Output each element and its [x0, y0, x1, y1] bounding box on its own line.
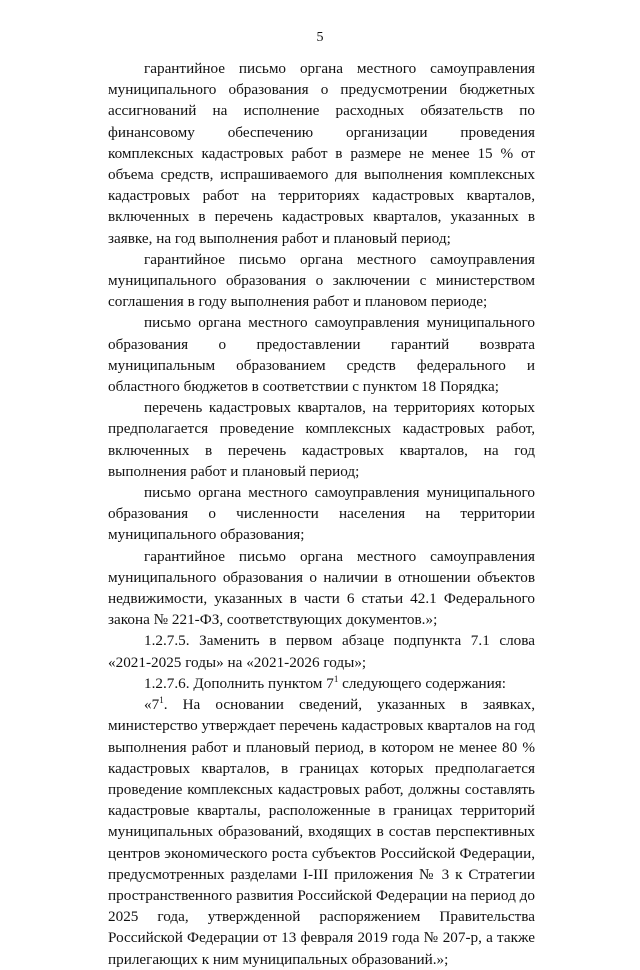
paragraph: гарантийное письмо органа местного самоуправления муниципального образования о предусмотрении бюджетных ассигнований на исполнение расходных обязательств по финансовому обеспечению организации проведения комплексных кадастровых работ в размере не менее 15 % от объема средств, испрашиваемого для выполнения комплексных кадастровых работ на территориях кадастровых кварталов, включенных в перечень кадастровых кварталов, указанных в заявке, на год выполнения работ и плановый период; [108, 60, 535, 247]
paragraph: письмо органа местного самоуправления муниципального образования о предоставлении гарантий возврата муниципальным образованием средств федерального и областного бюджетов в соответствии с пунктом 18 Порядка; [108, 314, 535, 396]
superscript: 1 [333, 673, 339, 684]
paragraph: 1.2.7.5. Заменить в первом абзаце подпункта 7.1 слова «2021-2025 годы» на «2021-2026 годы»; [108, 632, 535, 671]
paragraph-text: 1.2.7.6. Дополнить пунктом 7 [144, 674, 334, 692]
paragraph-text: . На основании сведений, указанных в заявках, министерство утверждает перечень кадастровых кварталов на год выполнения работ и плановый период, в котором не менее 80 % кадастровых кварталов, в границах которых предполагается проведение комплексных кадастровых работ, должны составлять кадастровые кварталы, расположенные в границах территорий муниципальных образований, входящих в состав перспективных центров экономического роста субъектов Российской Федерации, предусмотренных разделами I-III приложения № 3 к Стратегии пространственного развития Российской Федерации на период до 2025 года, утвержденной распоряжением Правительства Российской Федерации от 13 февраля 2019 года № 207-р, а также прилегающих к ним муниципальных образований.»; [108, 696, 535, 968]
paragraph: гарантийное письмо органа местного самоуправления муниципального образования о наличии в отношении объектов недвижимости, указанных в части 6 статьи 42.1 Федерального закона № 221-ФЗ, соответствующих документов.»; [108, 547, 535, 629]
paragraph: перечень кадастровых кварталов, на территориях которых предполагается проведение комплексных кадастровых работ, включенных в перечень кадастровых кварталов, на год выполнения работ и плановый период; [108, 399, 535, 480]
paragraph: письмо органа местного самоуправления муниципального образования о численности населения на территории муниципального образования; [108, 484, 535, 544]
paragraph-text: «7 [144, 696, 160, 714]
superscript: 1 [159, 695, 164, 706]
page-number: 5 [316, 30, 324, 45]
paragraph-text: следующего содержания: [338, 674, 506, 692]
paragraph [108, 673, 535, 694]
paragraph [108, 694, 535, 970]
paragraph: гарантийное письмо органа местного самоуправления муниципального образования о заключении с министерством соглашения в году выполнения работ и плановом периоде; [108, 250, 535, 311]
document-body [108, 58, 535, 970]
